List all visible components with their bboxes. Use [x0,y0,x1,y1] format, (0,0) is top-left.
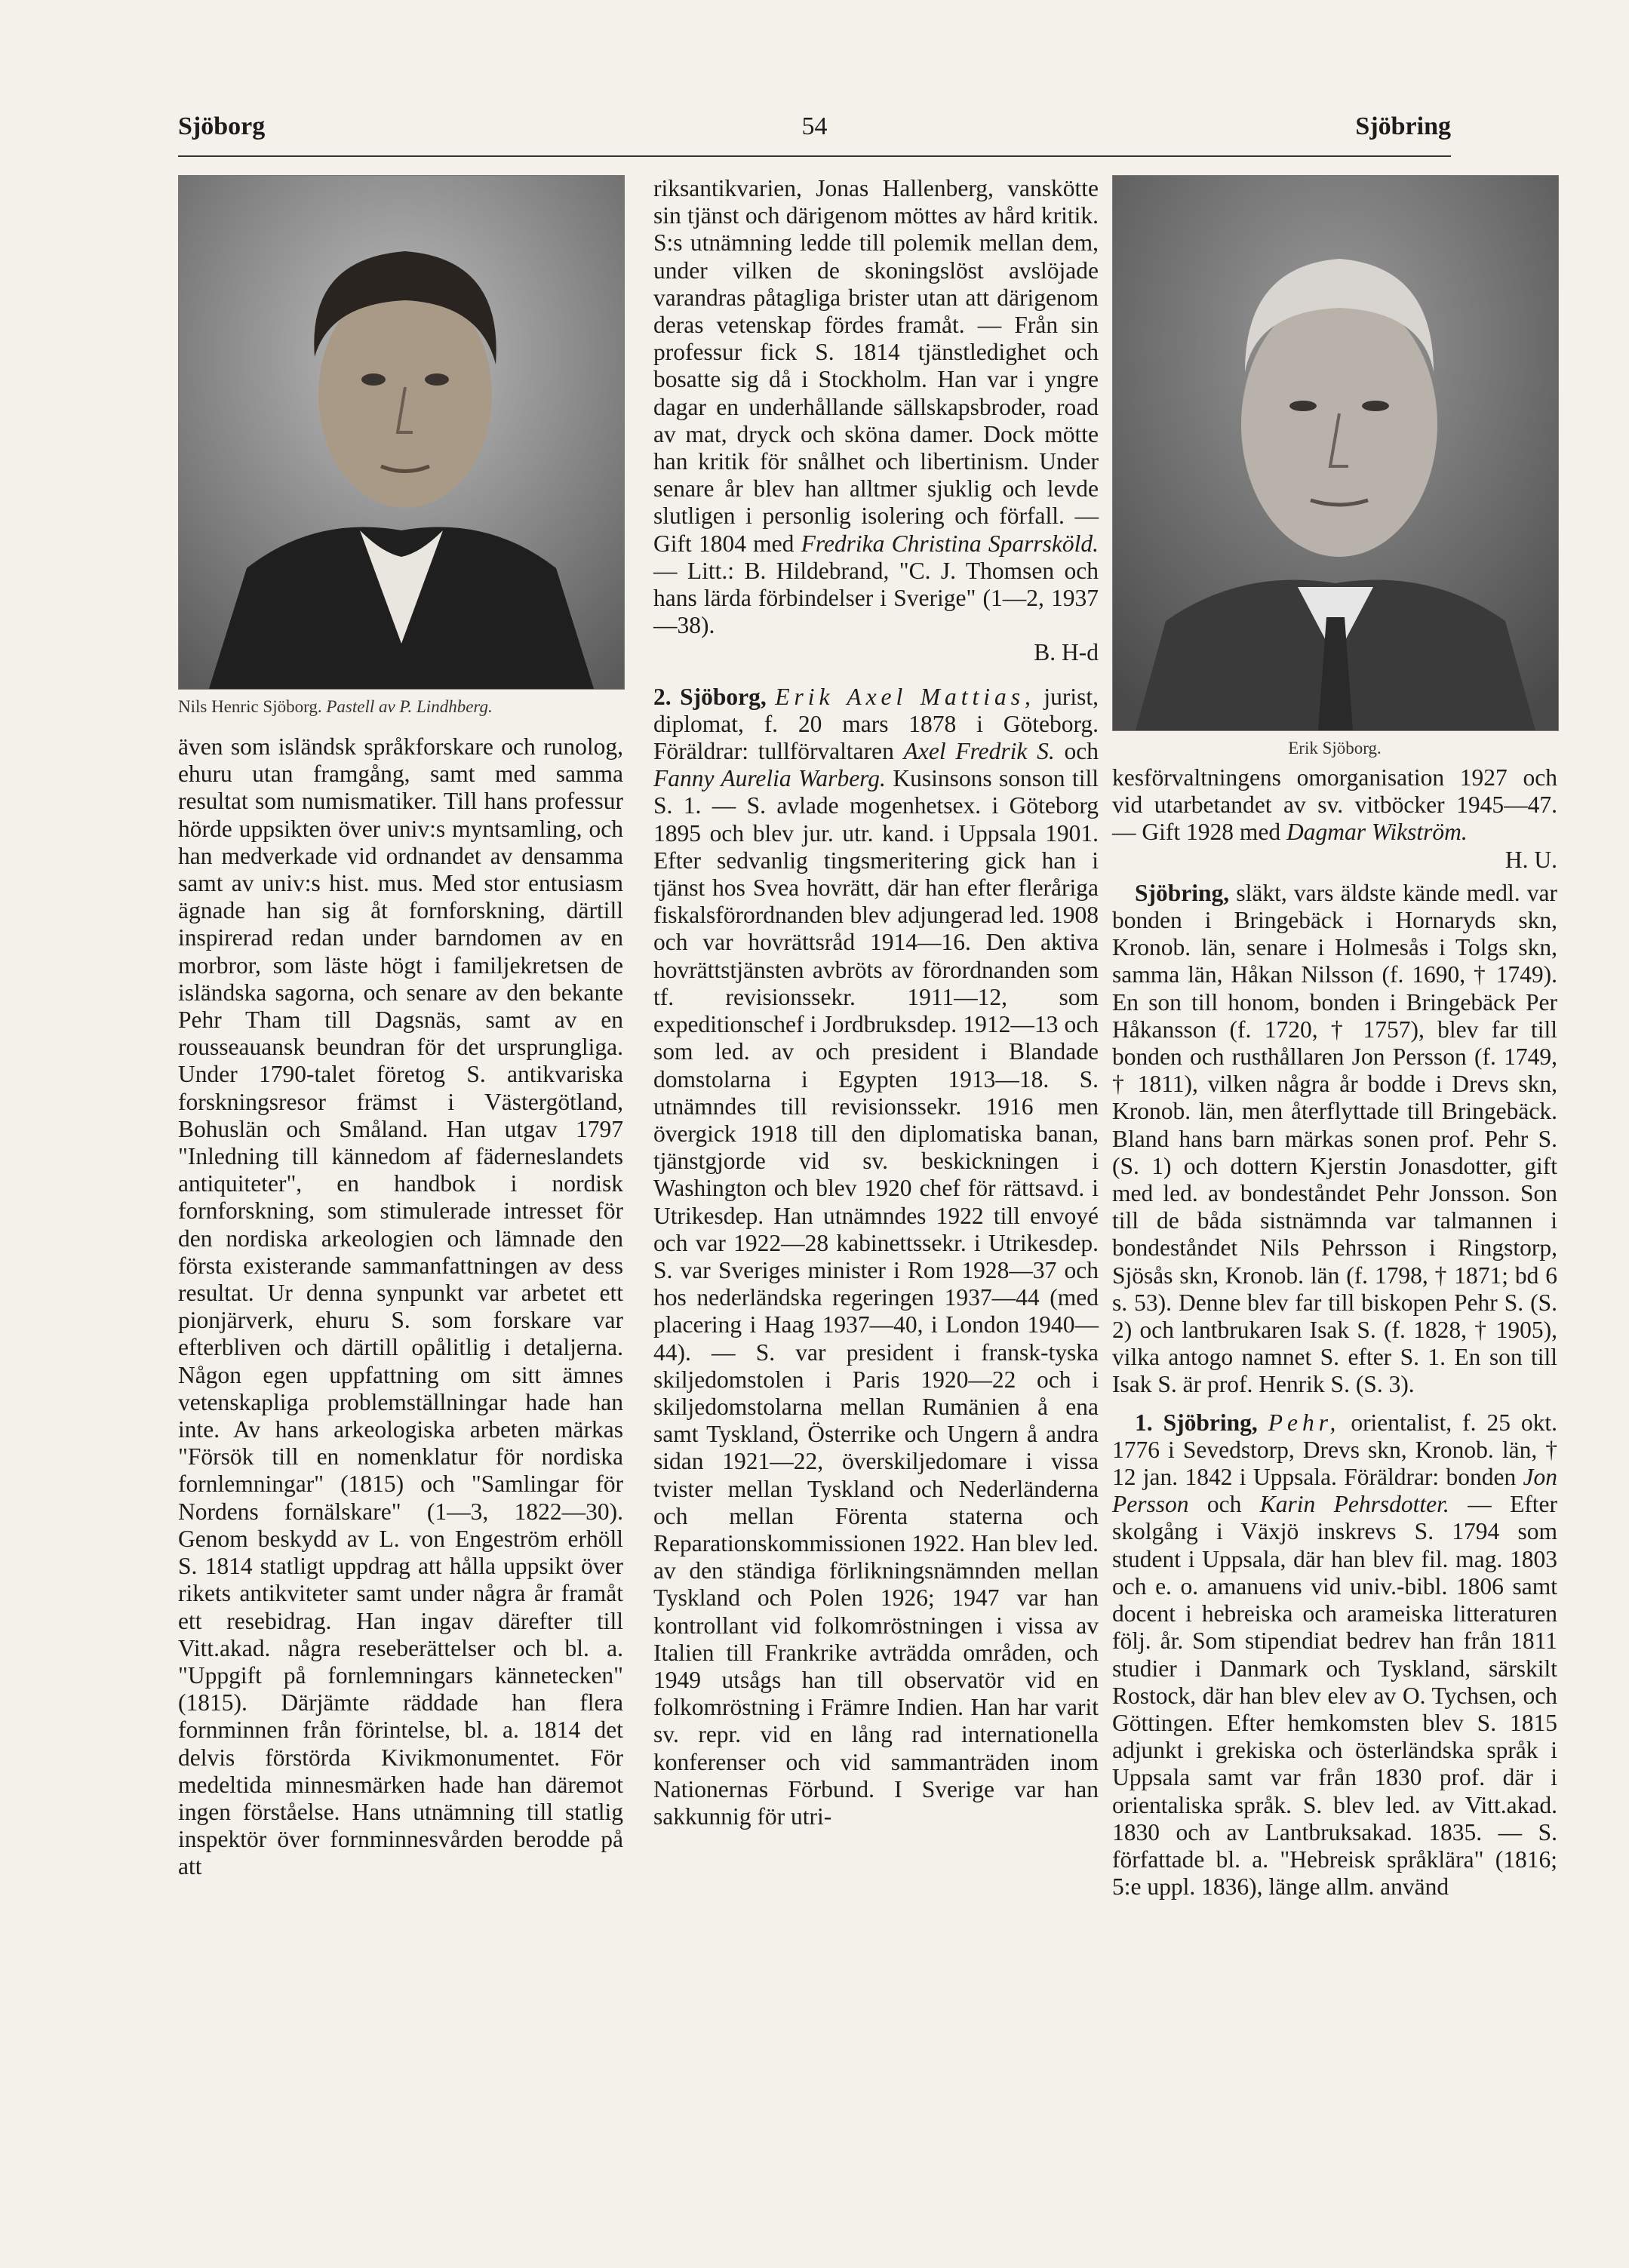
spouse-name: Fredrika Christina Sparrsköld. [801,530,1099,557]
caption-name: Nils Henric Sjöborg. [178,697,322,716]
mother-name: Karin Pehrsdotter. [1259,1491,1449,1518]
entry-number: 1. [1135,1409,1153,1436]
portrait-caption [178,696,623,718]
literature-reference: — Litt.: B. Hildebrand, "C. J. Thomsen och hans lärda förbindelser i Sverige" (1—2, 1937—38). [653,557,1099,639]
entry-body: — Efter skolgång i Växjö inskrevs S. 1794 som student i Uppsala, där han blev fil. mag. 1803 och e. o. amanuens vid univ.-bibl. 1806 samt docent i hebreiska och arameiska litteraturen följ. år. Som stipendiat bedrev han från 1811 studier i Danmark och Tyskland, särskilt Rostock, där han blev elev av O. Tychsen, och Göttingen. Efter hemkomsten blev S. 1815 adjunkt i grekiska och österländska språk i Uppsala samt var från 1830 prof. där i orientaliska språk. S. blev led. av Vitt.akad. 1830 och av Lantbruksakad. 1835. — S. författade bl. a. "Hebreisk språklära" (1816; 5:e uppl. 1836), länge allm. använd [1112,1491,1558,1901]
article-continuation [1112,764,1557,847]
entry-surname: Sjöbring, [1163,1409,1258,1436]
entry-intro: jurist, diplomat, f. 20 mars 1878 i Göteborg. Föräldrar: tullförvaltaren [653,683,1099,765]
portrait-caption: Erik Sjöborg. [1288,739,1382,758]
column-middle [653,175,1099,1830]
entry-pehr-sjobring [1112,1409,1557,1901]
entry-body: Kusinsons sonson till S. 1. — S. avlade mogenhetsex. i Göteborg 1895 och blev jur. utr. kand. i Uppsala 1901. Efter sedvanlig tingsmeritering gick han i tjänst hos Svea hovrätt, där han efter fleråriga fiskalsförordnanden blev adjungerad led. 1908 och var hovrättsråd 1914—16. Den aktiva hovrättstjänsten avbröts av förordnanden som tf. revisionssekr. 1911—12, som expeditionschef i Jordbruksdep. 1912—13 och som led. av och president i Blandade domstolarna i Egypten 1913—18. S. utnämndes till revisionssekr. 1916 men övergick 1918 till den diplomatiska banan, tjänstgjorde vid sv. beskickningen i Washington och blev 1920 chef för rättsavd. i Utrikesdep. Han utnämndes 1922 till envoyé och var 1922—28 kabinettssekr. i Utrikesdep. S. var Sveriges minister i Rom 1928—37 och hos nederländska regeringen 1937—44 (med placering i Haag 1937—40, i London 1940—44). — S. var president i fransk-tyska skiljedomstolen i Paris 1920—22 och i skiljedomstolarna mellan Rumänien å ena samt Tyskland, Österrike och Ungern å andra sidan 1921—22, överskiljedomare i vissa tvister mellan Tyskland och Nederländerna och mellan Förenta staterna och Reparationskommissionen 1922. Han blev led. av den ständiga förlikningsnämnden mellan Tyskland och Polen 1926; 1947 var han kontrollant vid folkomröstningen i vissa av Italien till Frankrike avträdda områden, och 1949 utsågs han till observatör vid en folkomröstning i Främre Indien. Han har varit sv. repr. vid en lång rad internationella konferenser och vid sammanträden inom Nationernas Förbund. I Sverige var han sakkunnig för utri- [653,765,1099,1830]
family-text: släkt, vars äldste kände medl. var bonden i Bringebäck i Hornaryds skn, Kronob. län, senare i Holmesås i Tolgs skn, samma län, Håkan Nilsson (f. 1690, † 1749). En son till honom, bonden i Bringebäck Per Håkansson (f. 1720, † 1757), blev far till bonden och rusthållaren Jon Persson (f. 1749, † 1811), vilken några år bodde i Drevs skn, Kronob. län, men återflyttade till Bringebäck. Bland hans barn märkas sonen prof. Pehr S. (S. 1) och dottern Kjerstin Jonasdotter, gift med led. av bondeståndet Pehr Jonsson. Son till de båda sistnämnda var talmannen i bondeståndet Nils Pehrsson i Ringstorp, Sjösås skn, Kronob. län (f. 1798, † 1871; bd 6 s. 53). Denne blev far till biskopen Pehr S. (S. 2) och lantbrukaren Isak S. (f. 1828, † 1905), vilka antogo namnet S. efter S. 1. En son till Isak S. är prof. Henrik S. (S. 3). [1112,879,1557,1398]
and-word: och [1206,1491,1242,1518]
caption-credit: Pastell av P. Lindhberg. [326,697,493,716]
father-name: Axel Fredrik S. [903,738,1055,765]
column-right [1112,175,1557,1901]
entry-erik-sjoborg [653,684,1099,1831]
portrait-erik-sjoborg-icon [1112,175,1559,731]
page-number: 54 [801,112,828,140]
portrait-nils-henric-sjoborg-icon [178,175,625,690]
article-text-nils-henric: även som isländsk språkforskare och runolog, ehuru utan framgång, samt med samma resultat som numismatiker. Till hans professur hörde uppsikten över univ:s myntsamling, och han medverkade vid ordnandet av densamma samt av univ:s hist. mus. Med stor entusiasm ägnade han sig åt fornforskning, därtill inspirerad redan under barndomen av en morbror, som läste högt i familjekretsen de isländska sagorna, och senare av den bekante Pehr Tham till Dagsnäs, samt av en rousseauansk beundran för det ursprungliga. Under 1790-talet företog S. antikvariska forskningsresor främst i Västergötland, Bohuslän och Småland. Han utgav 1797 "Inledning till kännedom af fäderneslandets antiquiteter", en handbok i nordisk fornforskning, som stimulerade intresset för den nordiska arkeologien och lämnade den första existerande sammanfattningen av dess resultat. Ur denna synpunkt var arbetet ett pionjärverk, ehuru S. som forskare var efterbliven och därtill opålitlig i detaljerna. Någon egen uppfattning om sitt ämnes vetenskapliga problemställningar hade han inte. Av hans arkeologiska arbeten märkas "Försök till en nomenklatur för nordiska fornlemningar" (1815) och "Samlingar för Nordens fornälskare" (1—3, 1822—30). Genom beskydd av L. von Engeström erhöll S. 1814 statligt uppdrag att hålla uppsikt över rikets antikviteter samt under några år framåt ett resebidrag. Han ingav därefter till Vitt.akad. några reseberättelser och bl. a. "Uppgift på fornlemningars kännetecken" (1815). Därjämte räddade han flera fornminnen från förintelse, bl. a. 1814 det delvis förstörda Kivikmonumentet. För medeltida minnesmärken hade han däremot ingen förståelse. Hans utnämning till statlig inspektör över fornminnesvården berodde på att [178,733,623,1880]
continuation-text: kesförvaltningens omorganisation 1927 och vid utarbetandet av sv. vitböcker 1945—47. — Gift 1928 med [1112,764,1557,846]
family-entry-sjobring [1112,880,1557,1399]
entry-surname: Sjöborg, [680,683,767,710]
entry-number: 2. [653,683,672,710]
header-rule [178,155,1451,157]
entry-given-names: Erik Axel Mattias, [775,683,1035,710]
article-continuation [653,175,1099,639]
column-left [178,175,623,1881]
continuation-text: riksantikvarien, Jonas Hallenberg, vanskötte sin tjänst och därigenom möttes av hård kritik. S:s utnämning ledde till polemik mellan dem, under vilken de skoningslöst avslöjade varandras påtagliga brister utan att därigenom deras vetenskap fördes framåt. — Från sin professur fick S. 1814 tjänstledighet och bosatte sig då i Stockholm. Han var i yngre dagar en underhållande sällskapsbroder, road av mat, dryck och sköna damer. Dock mötte han kritik för snålhet och libertinism. Under senare år blev han alltmer sjuklig och levde slutligen i personlig isolering och förfall. — Gift 1804 med [653,175,1099,557]
running-head-left: Sjöborg [178,112,266,140]
mother-name: Fanny Aurelia Warberg. [653,765,886,792]
spouse-name: Dagmar Wikström. [1286,819,1468,846]
author-signature: H. U. [1505,846,1557,873]
entry-intro: orientalist, f. 25 okt. 1776 i Sevedstorp, Drevs skn, Kronob. län, † 12 jan. 1842 i Uppsala. Föräldrar: bonden [1112,1409,1558,1491]
page-header [178,112,1451,149]
family-name: Sjöbring, [1135,879,1230,906]
author-signature: B. H-d [1034,639,1099,666]
father-name: Jon Persson [1112,1464,1558,1518]
and-word: och [1064,738,1099,765]
entry-given-names: Pehr, [1268,1409,1341,1436]
running-head-right: Sjöbring [1355,112,1451,140]
